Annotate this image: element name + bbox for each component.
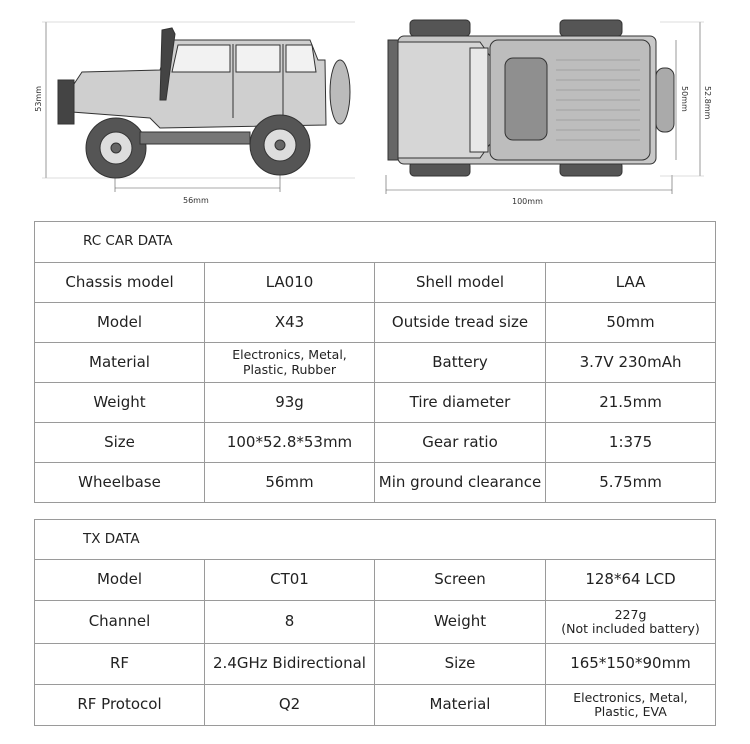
material-line-2: Plastic, Rubber bbox=[242, 361, 337, 377]
table-row bbox=[35, 303, 716, 343]
side-view-vehicle bbox=[58, 28, 350, 178]
table-row bbox=[35, 463, 716, 503]
spec-value-material bbox=[546, 685, 716, 726]
spec-label: Gear ratio bbox=[375, 423, 546, 463]
table-row bbox=[35, 423, 716, 463]
spec-label: Chassis model bbox=[35, 263, 205, 303]
spec-label: RF bbox=[35, 644, 205, 685]
material-line-2: Plastic, EVA bbox=[594, 704, 667, 719]
spec-label: Weight bbox=[35, 383, 205, 423]
spec-label: Channel bbox=[35, 601, 205, 644]
spec-value: 21.5mm bbox=[546, 383, 716, 423]
spec-label: RF Protocol bbox=[35, 685, 205, 726]
spec-label: Shell model bbox=[375, 263, 546, 303]
spec-value: Q2 bbox=[205, 685, 375, 726]
spec-value: 50mm bbox=[546, 303, 716, 343]
vehicle-dimension-drawings bbox=[0, 0, 750, 215]
spec-value-material bbox=[205, 343, 375, 383]
spec-value: LA010 bbox=[205, 263, 375, 303]
dim-top-width-inner: 50mm bbox=[680, 86, 689, 112]
dim-top-length: 100mm bbox=[512, 197, 543, 206]
material-line-1: Electronics, Metal, bbox=[232, 347, 347, 363]
dim-side-height: 53mm bbox=[34, 86, 43, 112]
spec-label: Min ground clearance bbox=[375, 463, 546, 503]
table-row bbox=[35, 644, 716, 685]
spec-label: Size bbox=[35, 423, 205, 463]
spec-label: Weight bbox=[375, 601, 546, 644]
spec-label: Screen bbox=[375, 560, 546, 601]
table-row bbox=[35, 601, 716, 644]
tx-data-table bbox=[34, 519, 716, 726]
rc-car-data-table bbox=[34, 221, 716, 503]
spec-value: 5.75mm bbox=[546, 463, 716, 503]
spec-label: Outside tread size bbox=[375, 303, 546, 343]
spec-label: Material bbox=[375, 685, 546, 726]
top-view-vehicle bbox=[388, 20, 674, 176]
dim-top-width-outer: 52.8mm bbox=[703, 86, 712, 120]
spec-value: 56mm bbox=[205, 463, 375, 503]
tx-section-title: TX DATA bbox=[35, 520, 716, 560]
spec-label: Size bbox=[375, 644, 546, 685]
spec-value: 1:375 bbox=[546, 423, 716, 463]
weight-line-2: (Not included battery) bbox=[561, 621, 700, 636]
spec-value: 2.4GHz Bidirectional bbox=[205, 644, 375, 685]
spec-value: 3.7V 230mAh bbox=[546, 343, 716, 383]
spec-value: X43 bbox=[205, 303, 375, 343]
spec-value: 165*150*90mm bbox=[546, 644, 716, 685]
weight-line-1: 227g bbox=[614, 606, 647, 622]
spec-value: 8 bbox=[205, 601, 375, 644]
vehicle-drawings bbox=[0, 0, 750, 215]
dim-side-wheelbase: 56mm bbox=[183, 196, 209, 205]
spec-value: 93g bbox=[205, 383, 375, 423]
spec-label: Material bbox=[35, 343, 205, 383]
spec-label: Wheelbase bbox=[35, 463, 205, 503]
spec-value: LAA bbox=[546, 263, 716, 303]
spec-value: 100*52.8*53mm bbox=[205, 423, 375, 463]
spec-value: 128*64 LCD bbox=[546, 560, 716, 601]
table-row bbox=[35, 263, 716, 303]
spec-label: Model bbox=[35, 303, 205, 343]
spec-value-weight bbox=[546, 601, 716, 644]
spec-label: Model bbox=[35, 560, 205, 601]
spec-value: CT01 bbox=[205, 560, 375, 601]
spec-label: Battery bbox=[375, 343, 546, 383]
table-row bbox=[35, 685, 716, 726]
table-row bbox=[35, 383, 716, 423]
rc-car-section-title: RC CAR DATA bbox=[35, 222, 716, 263]
table-row bbox=[35, 560, 716, 601]
spec-label: Tire diameter bbox=[375, 383, 546, 423]
table-row bbox=[35, 343, 716, 383]
material-line-1: Electronics, Metal, bbox=[573, 689, 688, 705]
